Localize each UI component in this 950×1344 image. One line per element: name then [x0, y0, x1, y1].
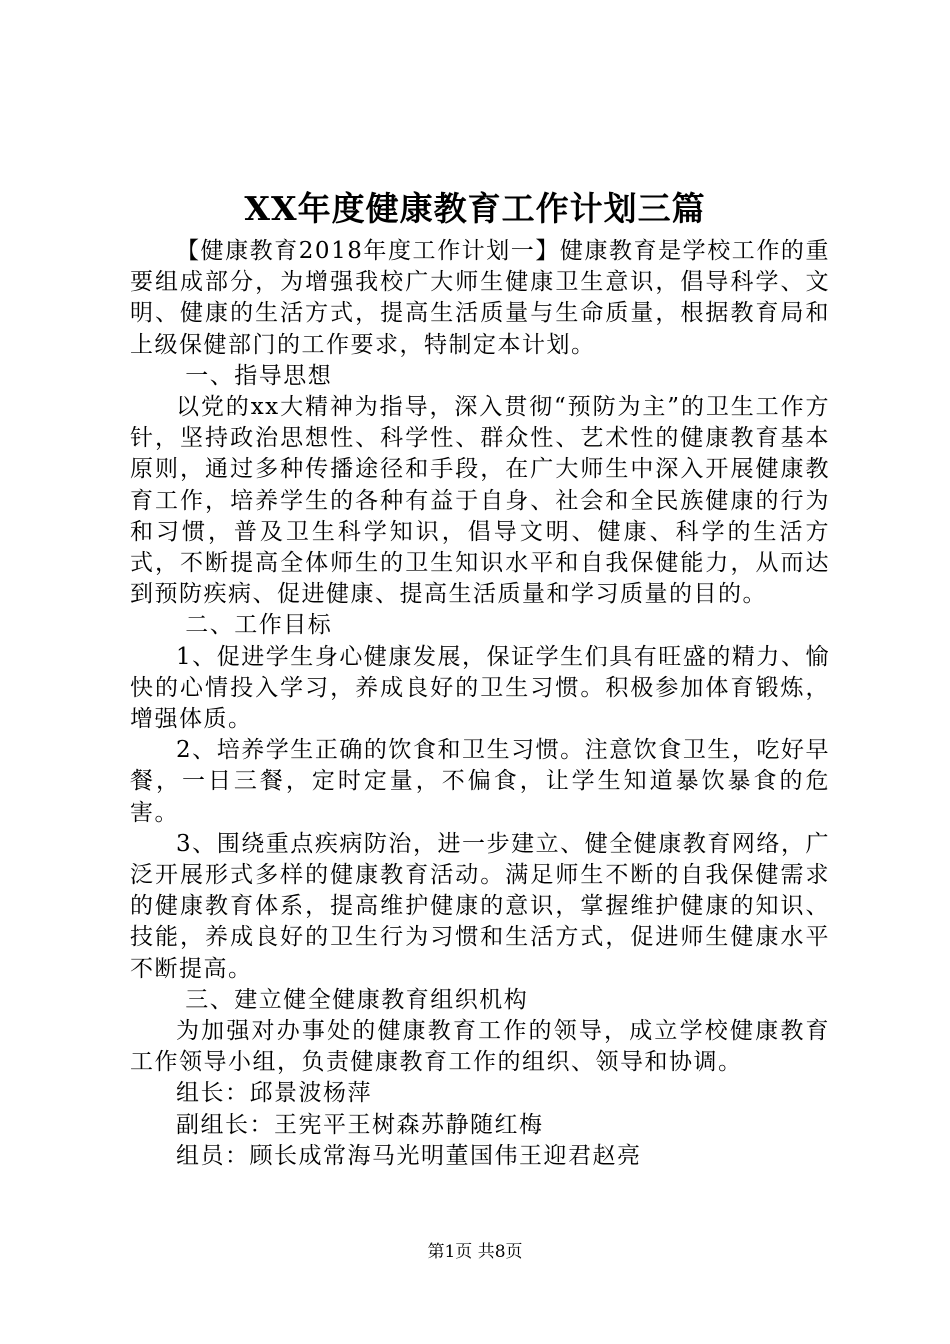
section-heading-work-goals: 二、工作目标 [185, 612, 333, 639]
members-line: 组员：顾长成常海马光明董国伟王迎君赵亮 [176, 1142, 642, 1169]
page-number-footer: 第1页 共8页 [427, 1242, 523, 1262]
leader-line: 组长：邱景波杨萍 [176, 1080, 372, 1107]
work-goal-item-1: 1、促进学生身心健康发展，保证学生们具有旺盛的精力、愉快的心情投入学习，养成良好的卫生习惯。积极参加体育锻炼，增强体质。 [130, 643, 830, 733]
organization-paragraph: 为加强对办事处的健康教育工作的领导，成立学校健康教育工作领导小组，负责健康教育工作的组织、领导和协调。 [130, 1018, 830, 1076]
section-heading-organization: 三、建立健全健康教育组织机构 [185, 986, 529, 1013]
work-goal-item-2: 2、培养学生正确的饮食和卫生习惯。注意饮食卫生，吃好早餐，一日三餐，定时定量，不偏食，让学生知道暴饮暴食的危害。 [130, 737, 830, 826]
guiding-ideology-paragraph: 以党的xx大精神为指导，深入贯彻“预防为主”的卫生工作方针，坚持政治思想性、科学性、群众性、艺术性的健康教育基本原则，通过多种传播途径和手段，在广大师生中深入开展健康教育工作，培养学生的各种有益于自身、社会和全民族健康的行为和习惯，普及卫生科学知识，倡导文明、健康、科学的生活方式，不断提高全体师生的卫生知识水平和自我保健能力，从而达到预防疾病、促进健康、提高生活质量和学习质量的目的。 [130, 394, 830, 608]
document-title: XX年度健康教育工作计划三篇 [244, 189, 706, 228]
intro-paragraph: 【健康教育2018年度工作计划一】健康教育是学校工作的重要组成部分，为增强我校广大师生健康卫生意识，倡导科学、文明、健康的生活方式，提高生活质量与生命质量，根据教育局和上级保健部门的工作要求，特制定本计划。 [130, 238, 830, 358]
vice-leader-line: 副组长：王宪平王树森苏静随红梅 [176, 1111, 544, 1138]
section-heading-guiding-ideology: 一、指导思想 [185, 362, 333, 389]
work-goal-item-3: 3、围绕重点疾病防治，进一步建立、健全健康教育网络，广泛开展形式多样的健康教育活动。满足师生不断的自我保健需求的健康教育体系，提高维护健康的意识，掌握维护健康的知识、技能，养成良好的卫生行为习惯和生活方式，促进师生健康水平不断提高。 [130, 830, 830, 982]
document-body [130, 236, 830, 1172]
